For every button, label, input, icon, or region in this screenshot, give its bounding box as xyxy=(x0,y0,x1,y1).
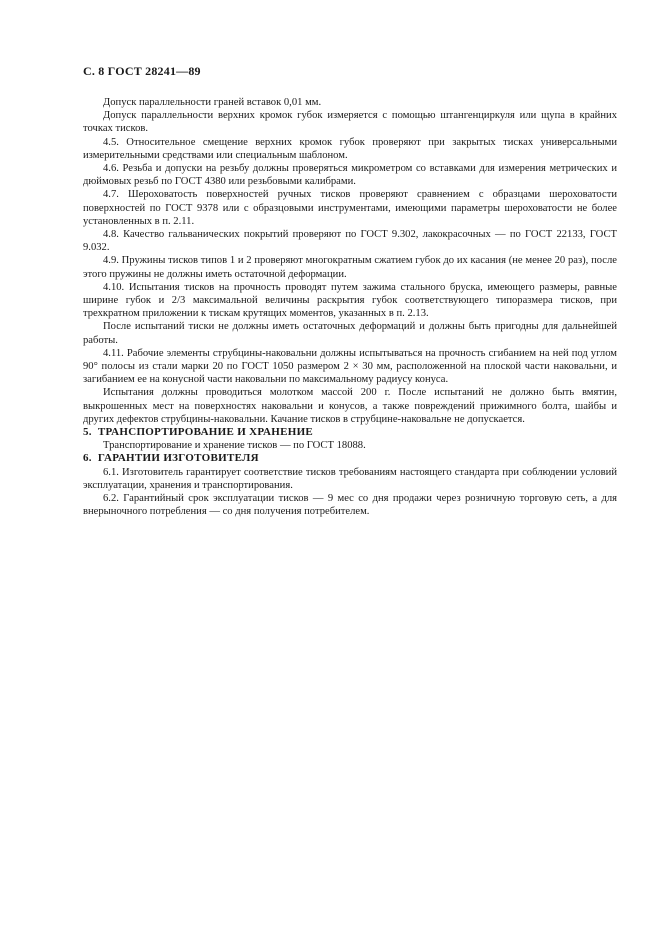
paragraph: После испытаний тиски не должны иметь остаточных деформаций и должны быть пригодны для дальнейшей работы. xyxy=(83,321,617,346)
paragraph-4-9: 4.9. Пружины тисков типов 1 и 2 проверяют многократным сжатием губок до их касания (не менее 20 раз), после этого пружины не должны иметь остаточной деформации. xyxy=(83,255,617,280)
page-header: С. 8 ГОСТ 28241—89 xyxy=(83,64,201,78)
section-6-number: 6. xyxy=(83,452,92,465)
paragraph: Испытания должны проводиться молотком массой 200 г. После испытаний не должно быть вмятин, выкрошенных мест на поверхностях наковальни и конусов, а также повреждений прижимного болта, шайбы и других дефектов струбцины-наковальни. Качание тисков в струбцине-наковальне не допускается. xyxy=(83,387,617,425)
document-body xyxy=(83,96,617,519)
paragraph-6-2: 6.2. Гарантийный срок эксплуатации тисков — 9 мес со дня продажи через розничную торговую сеть, а для внерыночного потребления — со дня получения потребителем. xyxy=(83,493,617,518)
paragraph-5: Транспортирование и хранение тисков — по ГОСТ 18088. xyxy=(103,440,366,452)
paragraph: Допуск параллельности верхних кромок губок измеряется с помощью штангенциркуля или щупа в крайних точках тисков. xyxy=(83,110,617,135)
paragraph-6-1: 6.1. Изготовитель гарантирует соответствие тисков требованиям настоящего стандарта при соблюдении условий эксплуатации, хранения и транспортирования. xyxy=(83,466,617,491)
section-5-number: 5. xyxy=(83,426,92,439)
paragraph-4-10: 4.10. Испытания тисков на прочность проводят путем зажима стального бруска, имеющего размеры, равные ширине губок и 2/3 максимальной величины раскрытия губок соответствующего типоразмера тисков, при трехкратном приложении к тискам крутящих моментов, указанных в п. 2.13. xyxy=(83,281,617,320)
section-5-title: ТРАНСПОРТИРОВАНИЕ И ХРАНЕНИЕ xyxy=(97,426,314,439)
paragraph: Допуск параллельности граней вставок 0,01 мм. xyxy=(103,97,322,108)
paragraph-4-11: 4.11. Рабочие элементы струбцины-наковальни должны испытываться на прочность сгибанием на ней под углом 90° полосы из стали марки 20 по ГОСТ 1050 размером 2 × 30 мм, расположенной на плоской части наковальни, и загибанием ее на конусной части наковальни по максимальному радиусу конуса. xyxy=(83,347,617,386)
section-6-heading xyxy=(83,452,617,465)
paragraph-4-6: 4.6. Резьба и допуски на резьбу должны проверяться микрометром со вставками для измерения метрических и дюймовых резьб по ГОСТ 4380 или резьбовыми калибрами. xyxy=(83,163,617,188)
section-5-heading xyxy=(83,426,617,439)
paragraph-4-7: 4.7. Шероховатость поверхностей ручных тисков проверяют сравнением с образцами шероховатости поверхностей по ГОСТ 9378 или с образцовыми инструментами, имеющими параметры шероховатости не более установленных в п. 2.11. xyxy=(83,189,617,227)
paragraph-4-5: 4.5. Относительное смещение верхних кромок губок проверяют при закрытых тисках универсальными измерительными средствами или специальным шаблоном. xyxy=(83,136,617,161)
paragraph-4-8: 4.8. Качество гальванических покрытий проверяют по ГОСТ 9.302, лакокрасочных — по ГОСТ 22133, ГОСТ 9.032. xyxy=(83,229,617,254)
section-6-title: ГАРАНТИИ ИЗГОТОВИТЕЛЯ xyxy=(97,452,259,465)
